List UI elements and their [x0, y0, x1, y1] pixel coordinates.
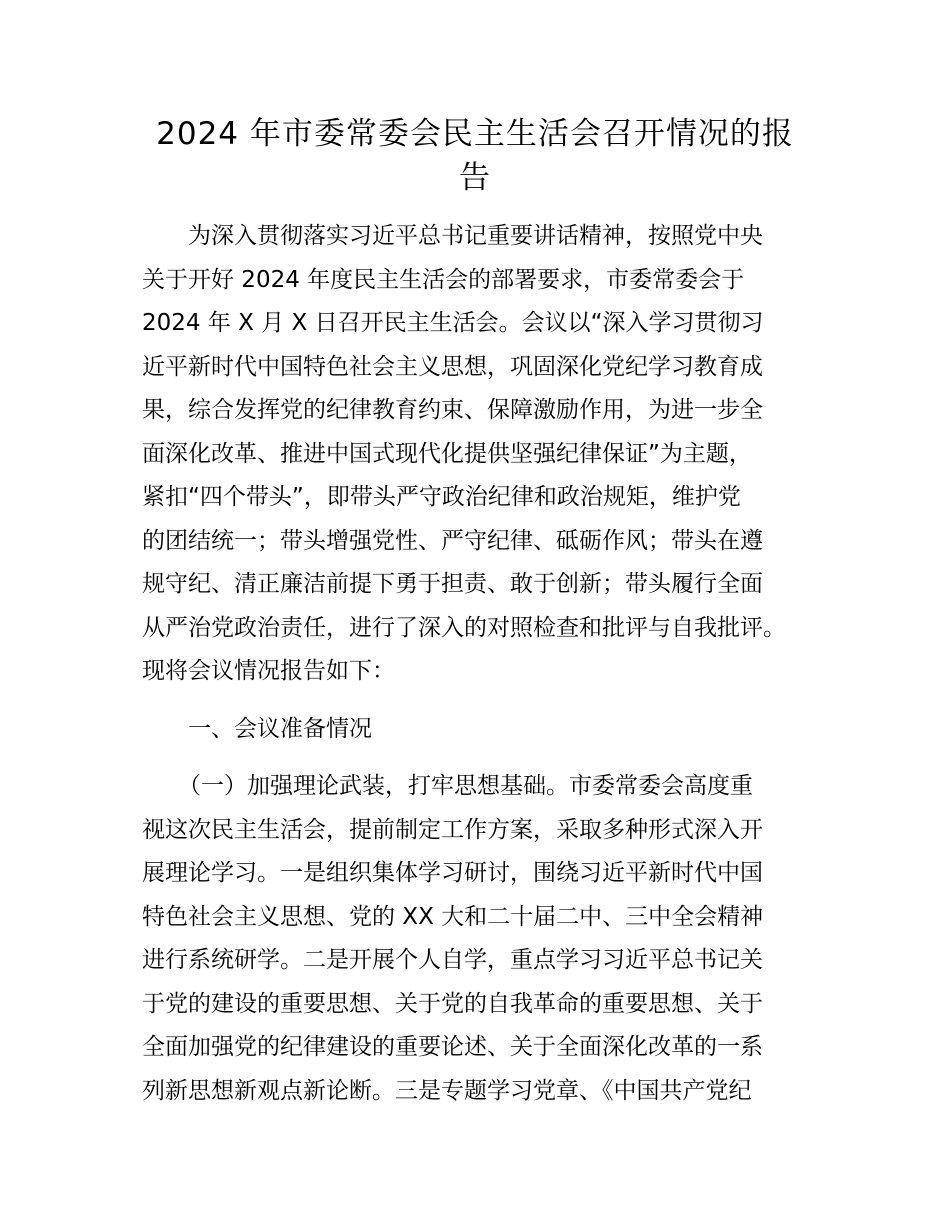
document-title: [140, 112, 810, 199]
paragraph-spacer: [142, 694, 822, 708]
paragraph-line: 2024 年 X 月 X 日召开民主生活会。会议以“深入学习贯彻习: [142, 310, 764, 336]
paragraph-intro: [142, 215, 822, 694]
title-line-1: 2024 年市委常委会民主生活会召开情况的报: [156, 116, 794, 152]
paragraph-line: 列新思想新观点新论断。三是专题学习党章、《中国共产党纪: [142, 1077, 752, 1104]
paragraph-line: 从严治党政治责任，进行了深入的对照检查和批评与自我批评。: [142, 614, 786, 641]
paragraph-line: 规守纪、清正廉洁前提下勇于担责、敢于创新；带头履行全面: [142, 571, 763, 597]
paragraph-line: 视这次民主生活会，提前制定工作方案，采取多种形式深入开: [142, 816, 763, 843]
title-line-2: 告: [459, 159, 491, 196]
paragraph-line: 为深入贯彻落实习近平总书记重要讲话精神，按照党中央: [188, 223, 763, 249]
paragraph-line: 于党的建设的重要思想、关于党的自我革命的重要思想、关于: [142, 990, 763, 1017]
paragraph-line: （一）加强理论武装，打牢思想基础。市委常委会高度重: [178, 773, 753, 799]
paragraph-preparation: [142, 765, 822, 1113]
paragraph-line: 现将会议情况报告如下：: [142, 658, 395, 684]
paragraph-line: 紧扣“四个带头”，即带头严守政治纪律和政治规矩，维护党: [142, 484, 741, 510]
paragraph-spacer: [142, 751, 822, 765]
paragraph-line: 全面加强党的纪律建设的重要论述、关于全面深化改革的一系: [142, 1034, 763, 1060]
document-body: [142, 215, 822, 1113]
paragraph-line: 关于开好 2024 年度民主生活会的部署要求，市委常委会于: [142, 266, 745, 293]
paragraph-line: 的团结统一；带头增强党性、严守纪律、砥砺作风；带头在遵: [142, 527, 763, 554]
paragraph-line: 果，综合发挥党的纪律教育约束、保障激励作用，为进一步全: [142, 397, 763, 423]
paragraph-line: 面深化改革、推进中国式现代化提供坚强纪律保证”为主题，: [142, 440, 752, 467]
paragraph-line: 进行系统研学。二是开展个人自学，重点学习习近平总书记关: [142, 947, 763, 973]
paragraph-line: 特色社会主义思想、党的 XX 大和二十届二中、三中全会精神: [142, 903, 764, 930]
section-heading: 一、会议准备情况: [188, 715, 372, 742]
paragraph-line: 近平新时代中国特色社会主义思想，巩固深化党纪学习教育成: [142, 353, 763, 380]
paragraph-line: 展理论学习。一是组织集体学习研讨，围绕习近平新时代中国: [142, 860, 763, 886]
